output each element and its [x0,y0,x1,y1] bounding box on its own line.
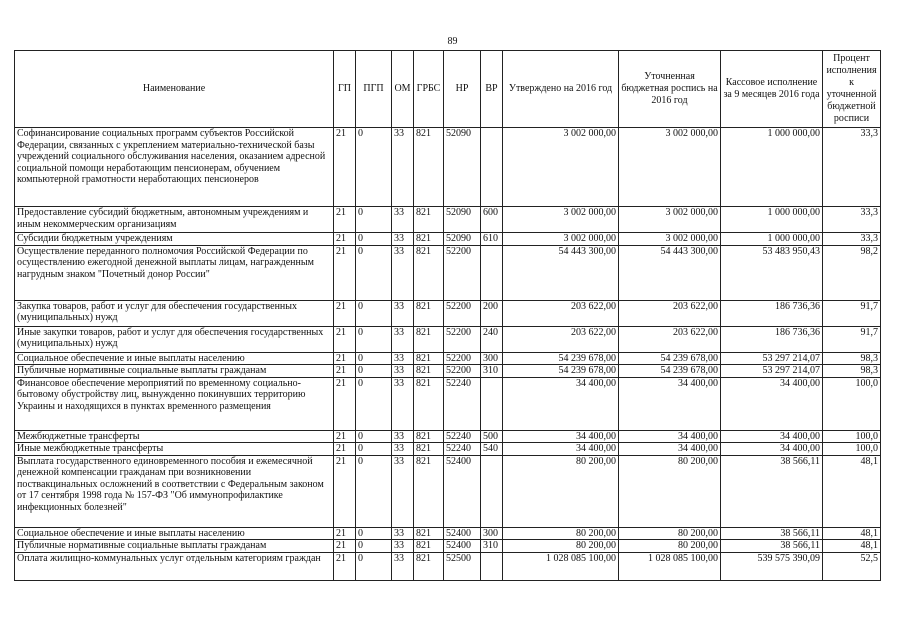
cell-vr [481,128,503,207]
cell-percent: 33,3 [823,207,881,233]
cell-name: Софинансирование социальных программ субъектов Российской Федерации, связанных с укреплением материально-технической базы учреждений социального обслуживания населения, оказанием адресной социальной помощи неработающим пенсионерам, обучением компьютерной грамотности неработающих пенсионеров [15,128,334,207]
cell-grbs: 821 [414,552,444,580]
cell-percent: 100,0 [823,377,881,430]
cell-name: Иные закупки товаров, работ и услуг для обеспечения государственных (муниципальных) нужд [15,326,334,352]
cell-ppgp: 0 [356,245,392,300]
cell-refined: 54 239 678,00 [619,352,721,365]
cell-cash: 539 575 390,09 [721,552,823,580]
table-row [15,443,881,456]
page-number: 89 [447,36,458,47]
cell-percent: 48,1 [823,540,881,553]
table-row [15,300,881,326]
table-row [15,233,881,246]
cell-approved: 80 200,00 [503,540,619,553]
table-row [15,128,881,207]
cell-refined: 3 002 000,00 [619,128,721,207]
cell-vr [481,245,503,300]
cell-approved: 80 200,00 [503,527,619,540]
table-row [15,455,881,527]
cell-nr: 52240 [444,430,481,443]
cell-name: Закупка товаров, работ и услуг для обеспечения государственных (муниципальных) нужд [15,300,334,326]
cell-vr: 610 [481,233,503,246]
cell-gp: 21 [334,352,356,365]
cell-name: Социальное обеспечение и иные выплаты населению [15,527,334,540]
cell-percent: 98,3 [823,365,881,378]
cell-nr: 52240 [444,443,481,456]
cell-approved: 1 028 085 100,00 [503,552,619,580]
cell-ppgp: 0 [356,552,392,580]
cell-ppgp: 0 [356,430,392,443]
table-row [15,352,881,365]
cell-vr: 300 [481,352,503,365]
cell-grbs: 821 [414,233,444,246]
header-grbs: ГРБС [414,51,444,128]
header-row [15,51,881,128]
cell-cash: 1 000 000,00 [721,233,823,246]
cell-om: 33 [392,540,414,553]
cell-cash: 34 400,00 [721,443,823,456]
cell-name: Выплата государственного единовременного пособия и ежемесячной денежной компенсации гражданам при возникновении поствакцинальных осложнений в соответствии с Федеральным законом от 17 сентября 1998 года № 157-ФЗ "Об иммунопрофилактике инфекционных болезней" [15,455,334,527]
cell-refined: 80 200,00 [619,527,721,540]
cell-nr: 52200 [444,352,481,365]
cell-grbs: 821 [414,300,444,326]
cell-refined: 203 622,00 [619,326,721,352]
table-row [15,365,881,378]
header-cash: Кассовое исполнение за 9 месяцев 2016 года [721,51,823,128]
cell-percent: 48,1 [823,527,881,540]
cell-ppgp: 0 [356,527,392,540]
cell-ppgp: 0 [356,326,392,352]
cell-percent: 33,3 [823,128,881,207]
cell-vr: 500 [481,430,503,443]
cell-vr: 200 [481,300,503,326]
cell-name: Предоставление субсидий бюджетным, автономным учреждениям и иным некоммерческим организациям [15,207,334,233]
cell-gp: 21 [334,128,356,207]
cell-cash: 38 566,11 [721,527,823,540]
cell-ppgp: 0 [356,377,392,430]
cell-cash: 186 736,36 [721,300,823,326]
header-ppgp: ПГП [356,51,392,128]
cell-nr: 52090 [444,128,481,207]
cell-gp: 21 [334,207,356,233]
cell-percent: 100,0 [823,430,881,443]
cell-vr: 600 [481,207,503,233]
cell-grbs: 821 [414,455,444,527]
cell-cash: 34 400,00 [721,430,823,443]
cell-nr: 52200 [444,245,481,300]
cell-ppgp: 0 [356,207,392,233]
cell-refined: 3 002 000,00 [619,233,721,246]
cell-grbs: 821 [414,207,444,233]
cell-refined: 54 443 300,00 [619,245,721,300]
table-row [15,245,881,300]
cell-cash: 38 566,11 [721,540,823,553]
cell-om: 33 [392,377,414,430]
table-row [15,326,881,352]
cell-percent: 91,7 [823,300,881,326]
cell-refined: 3 002 000,00 [619,207,721,233]
header-nr: НР [444,51,481,128]
cell-approved: 34 400,00 [503,443,619,456]
cell-vr: 300 [481,527,503,540]
cell-refined: 34 400,00 [619,430,721,443]
cell-refined: 54 239 678,00 [619,365,721,378]
cell-vr: 240 [481,326,503,352]
cell-cash: 53 483 950,43 [721,245,823,300]
cell-nr: 52400 [444,455,481,527]
cell-vr: 310 [481,365,503,378]
cell-ppgp: 0 [356,352,392,365]
cell-cash: 34 400,00 [721,377,823,430]
cell-nr: 52200 [444,326,481,352]
table-row [15,207,881,233]
cell-approved: 34 400,00 [503,377,619,430]
cell-refined: 34 400,00 [619,443,721,456]
cell-cash: 1 000 000,00 [721,128,823,207]
cell-grbs: 821 [414,352,444,365]
table-row [15,540,881,553]
cell-grbs: 821 [414,377,444,430]
cell-approved: 54 443 300,00 [503,245,619,300]
cell-vr [481,377,503,430]
cell-name: Публичные нормативные социальные выплаты гражданам [15,365,334,378]
cell-cash: 53 297 214,07 [721,365,823,378]
cell-om: 33 [392,128,414,207]
cell-om: 33 [392,552,414,580]
cell-grbs: 821 [414,430,444,443]
cell-approved: 3 002 000,00 [503,233,619,246]
cell-percent: 52,5 [823,552,881,580]
cell-om: 33 [392,207,414,233]
cell-vr: 310 [481,540,503,553]
budget-table [14,50,881,581]
table-row [15,377,881,430]
cell-approved: 3 002 000,00 [503,128,619,207]
cell-grbs: 821 [414,326,444,352]
cell-nr: 52500 [444,552,481,580]
cell-om: 33 [392,430,414,443]
cell-refined: 203 622,00 [619,300,721,326]
cell-om: 33 [392,443,414,456]
cell-ppgp: 0 [356,300,392,326]
cell-percent: 33,3 [823,233,881,246]
cell-om: 33 [392,300,414,326]
header-vr: ВР [481,51,503,128]
cell-om: 33 [392,233,414,246]
cell-gp: 21 [334,430,356,443]
cell-name: Оплата жилищно-коммунальных услуг отдельным категориям граждан [15,552,334,580]
cell-nr: 52400 [444,540,481,553]
cell-name: Субсидии бюджетным учреждениям [15,233,334,246]
cell-percent: 98,3 [823,352,881,365]
cell-grbs: 821 [414,365,444,378]
cell-vr: 540 [481,443,503,456]
cell-nr: 52090 [444,207,481,233]
cell-approved: 80 200,00 [503,455,619,527]
cell-cash: 1 000 000,00 [721,207,823,233]
cell-grbs: 821 [414,443,444,456]
cell-name: Иные межбюджетные трансферты [15,443,334,456]
cell-refined: 1 028 085 100,00 [619,552,721,580]
cell-ppgp: 0 [356,443,392,456]
cell-approved: 54 239 678,00 [503,352,619,365]
cell-ppgp: 0 [356,128,392,207]
table-body [15,128,881,581]
cell-ppgp: 0 [356,233,392,246]
cell-vr [481,552,503,580]
cell-refined: 34 400,00 [619,377,721,430]
cell-approved: 54 239 678,00 [503,365,619,378]
cell-name: Социальное обеспечение и иные выплаты населению [15,352,334,365]
cell-name: Публичные нормативные социальные выплаты гражданам [15,540,334,553]
cell-name: Межбюджетные трансферты [15,430,334,443]
cell-name: Осуществление переданного полномочия Российской Федерации по осуществлению ежегодной денежной выплаты лицам, награжденным нагрудным знаком "Почетный донор России" [15,245,334,300]
cell-approved: 3 002 000,00 [503,207,619,233]
cell-refined: 80 200,00 [619,455,721,527]
cell-name: Финансовое обеспечение мероприятий по временному социально-бытовому обустройству лиц, вынужденно покинувших территорию Украины и находящихся в пунктах временного размещения [15,377,334,430]
cell-nr: 52400 [444,527,481,540]
cell-nr: 52200 [444,300,481,326]
cell-gp: 21 [334,245,356,300]
cell-ppgp: 0 [356,455,392,527]
cell-cash: 186 736,36 [721,326,823,352]
cell-percent: 91,7 [823,326,881,352]
cell-gp: 21 [334,540,356,553]
cell-approved: 203 622,00 [503,326,619,352]
cell-nr: 52200 [444,365,481,378]
cell-percent: 100,0 [823,443,881,456]
cell-om: 33 [392,245,414,300]
cell-om: 33 [392,352,414,365]
cell-gp: 21 [334,377,356,430]
header-name: Наименование [15,51,334,128]
cell-grbs: 821 [414,128,444,207]
cell-gp: 21 [334,300,356,326]
cell-gp: 21 [334,443,356,456]
cell-om: 33 [392,326,414,352]
cell-ppgp: 0 [356,365,392,378]
header-approved: Утверждено на 2016 год [503,51,619,128]
cell-grbs: 821 [414,527,444,540]
cell-vr [481,455,503,527]
cell-grbs: 821 [414,540,444,553]
cell-approved: 34 400,00 [503,430,619,443]
header-om: ОМ [392,51,414,128]
cell-nr: 52090 [444,233,481,246]
cell-gp: 21 [334,365,356,378]
cell-gp: 21 [334,233,356,246]
table-row [15,430,881,443]
header-percent: Процент исполнения к уточненной бюджетной росписи [823,51,881,128]
cell-gp: 21 [334,455,356,527]
cell-approved: 203 622,00 [503,300,619,326]
cell-om: 33 [392,365,414,378]
cell-grbs: 821 [414,245,444,300]
cell-cash: 38 566,11 [721,455,823,527]
cell-refined: 80 200,00 [619,540,721,553]
cell-om: 33 [392,455,414,527]
table-row [15,527,881,540]
cell-nr: 52240 [444,377,481,430]
cell-percent: 48,1 [823,455,881,527]
cell-cash: 53 297 214,07 [721,352,823,365]
cell-gp: 21 [334,527,356,540]
cell-om: 33 [392,527,414,540]
cell-gp: 21 [334,326,356,352]
header-refined: Уточненная бюджетная роспись на 2016 год [619,51,721,128]
cell-ppgp: 0 [356,540,392,553]
cell-percent: 98,2 [823,245,881,300]
table-row [15,552,881,580]
cell-gp: 21 [334,552,356,580]
header-gp: ГП [334,51,356,128]
